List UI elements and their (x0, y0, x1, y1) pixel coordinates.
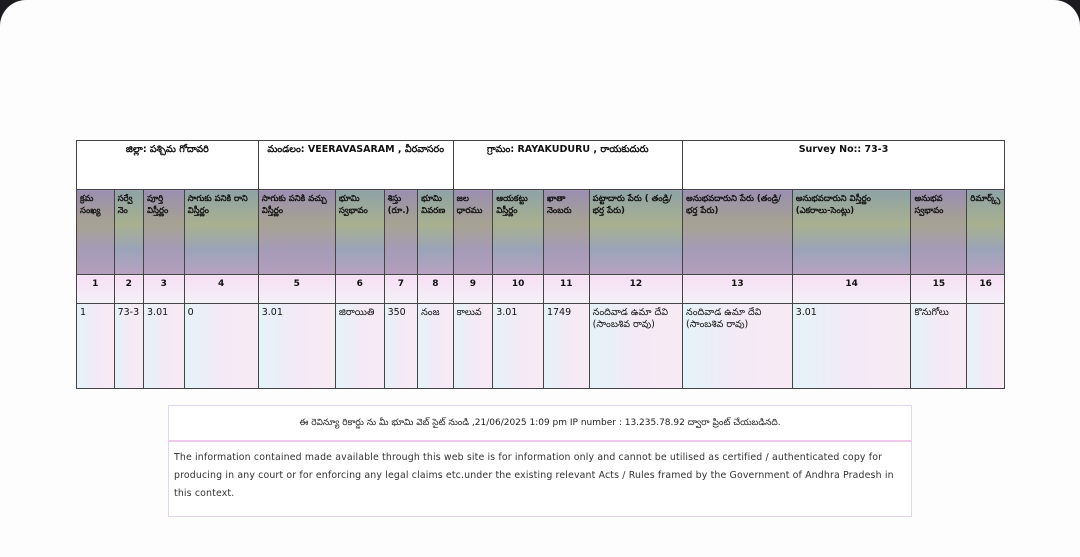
cell-ayacut-extent: 3.01 (493, 304, 544, 389)
col-num-11: 11 (543, 275, 589, 304)
table-row (77, 304, 1005, 389)
col-num-15: 15 (911, 275, 967, 304)
col-header-1: క్రమ సంఖ్య (77, 190, 115, 275)
col-num-16: 16 (967, 275, 1005, 304)
col-num-2: 2 (114, 275, 143, 304)
print-note: ఈ రెవిన్యూ రికార్డు ను మీ భూమి వెబ్ సైట్ నుండి ,21/06/2025 1:09 pm IP number : 13.235.78.92 ద్వారా ప్రింట్ చేయబడినది. (169, 406, 911, 442)
col-header-11: ఖాతా నెంబరు (543, 190, 589, 275)
col-num-13: 13 (683, 275, 793, 304)
cell-survey-number: 73-3 (114, 304, 143, 389)
cell-enjoyer-extent: 3.01 (792, 304, 911, 389)
cell-remarks (967, 304, 1005, 389)
col-header-16: రిమార్క్స్ (967, 190, 1005, 275)
col-num-5: 5 (258, 275, 335, 304)
col-num-8: 8 (418, 275, 454, 304)
col-num-4: 4 (184, 275, 258, 304)
cell-uncultivable-extent: 0 (184, 304, 258, 389)
cell-pattadar-name: నందివాడ ఉమా దేవి (సాంబశివ రావు) (589, 304, 682, 389)
cell-tax: 350 (384, 304, 418, 389)
cell-total-extent: 3.01 (144, 304, 185, 389)
cell-cultivable-extent: 3.01 (258, 304, 335, 389)
col-num-7: 7 (384, 275, 418, 304)
col-header-13: అనుభవదారుని పేరు (తండ్రి/భర్త పేరు) (683, 190, 793, 275)
cell-khata-number: 1749 (543, 304, 589, 389)
col-num-14: 14 (792, 275, 911, 304)
column-header-row (77, 190, 1005, 275)
land-record-table (76, 140, 1005, 389)
col-num-3: 3 (144, 275, 185, 304)
col-num-10: 10 (493, 275, 544, 304)
district-cell: జిల్లా: పశ్చిమ గోదావరి (77, 141, 259, 190)
mandal-cell: మండలం: VEERAVASARAM , వీరవాసరం (258, 141, 453, 190)
col-num-12: 12 (589, 275, 682, 304)
col-header-10: ఆయకట్టు విస్తీర్ణం (493, 190, 544, 275)
cell-enjoyment-nature: కొనుగోలు (911, 304, 967, 389)
col-header-6: భూమి స్వభావం (335, 190, 384, 275)
cell-serial-number: 1 (77, 304, 115, 389)
cell-enjoyer-name: నందివాడ ఉమా దేవి (సాంబశివ రావు) (683, 304, 793, 389)
col-header-14: అనుభవదారుని విస్తీర్ణం (ఎకరాలు-సెంట్లు) (792, 190, 911, 275)
column-number-row (77, 275, 1005, 304)
col-num-1: 1 (77, 275, 115, 304)
cell-land-classification: నంజ (418, 304, 454, 389)
col-header-15: అనుభవ స్వభావం (911, 190, 967, 275)
col-num-9: 9 (453, 275, 493, 304)
col-header-8: భూమి వివరణ (418, 190, 454, 275)
disclaimer-text: The information contained made available through this web site is for information only and cannot be utilised as certified / authenticated copy for producing in any court or for enforcing any legal claims etc.under the existing relevant Acts / Rules framed by the Government of Andhra Pradesh in this context. (174, 452, 894, 499)
print-footer (168, 405, 912, 517)
col-header-4: సాగుకు పనికి రాని విస్తీర్ణం (184, 190, 258, 275)
col-header-3: పూర్తి విస్తీర్ణం (144, 190, 185, 275)
survey-number-cell: Survey No:: 73-3 (683, 141, 1005, 190)
col-header-7: శిస్తు (రూ.) (384, 190, 418, 275)
col-num-6: 6 (335, 275, 384, 304)
cell-water-source: కాలువ (453, 304, 493, 389)
village-cell: గ్రామం: RAYAKUDURU , రాయకుదురు (453, 141, 682, 190)
col-header-9: జల ధారము (453, 190, 493, 275)
col-header-12: పట్టాదారు పేరు ( తండ్రి/భర్త పేరు) (589, 190, 682, 275)
cell-land-nature: జిరాయితి (335, 304, 384, 389)
col-header-5: సాగుకు పనికి వచ్చు విస్తీర్ణం (258, 190, 335, 275)
col-header-2: సర్వే నెం (114, 190, 143, 275)
location-header-row (77, 141, 1005, 190)
